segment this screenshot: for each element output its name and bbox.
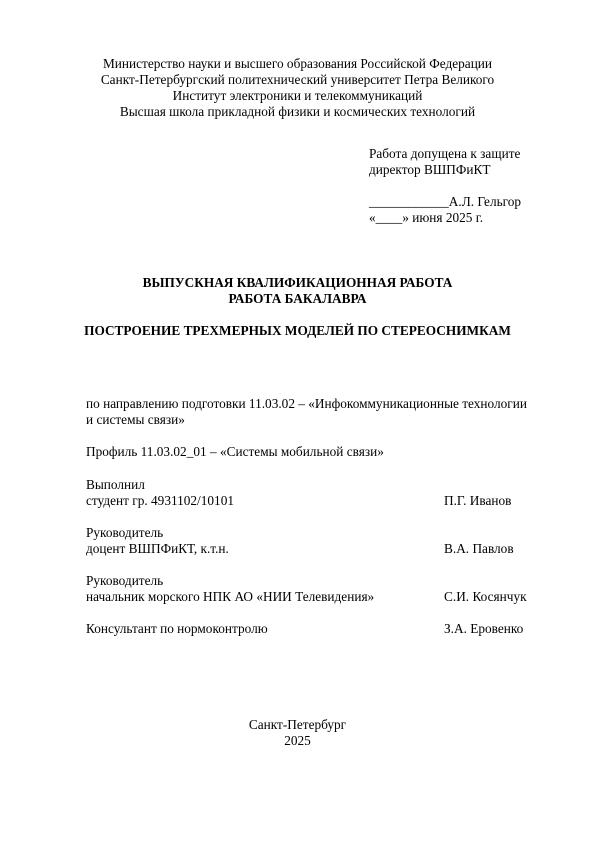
profile-line: Профиль 11.03.02_01 – «Системы мобильной связи» bbox=[86, 444, 384, 459]
norm-control-name: З.А. Еровенко bbox=[444, 621, 524, 636]
work-topic: ПОСТРОЕНИЕ ТРЕХМЕРНЫХ МОДЕЛЕЙ ПО СТЕРЕОСНИМКАМ bbox=[84, 323, 511, 338]
school-line: Высшая школа прикладной физики и космических технологий bbox=[119, 104, 476, 119]
norm-control-position: Консультант по нормоконтролю bbox=[86, 621, 268, 636]
supervisor-name: В.А. Павлов bbox=[444, 541, 514, 556]
approval-line-1: Работа допущена к защите bbox=[369, 146, 521, 161]
second-supervisor-name: С.И. Косянчук bbox=[444, 589, 527, 604]
approval-line-2: директор ВШПФиКТ bbox=[369, 162, 491, 177]
university-line: Санкт-Петербургский политехнический университет Петра Великого bbox=[100, 72, 495, 87]
direction-line-1: по направлению подготовки 11.03.02 – «Инфокоммуникационные технологии bbox=[86, 396, 527, 411]
institute-line: Институт электроники и телекоммуникаций bbox=[172, 88, 423, 103]
work-type: ВЫПУСКНАЯ КВАЛИФИКАЦИОННАЯ РАБОТА bbox=[142, 275, 453, 290]
ministry-line: Министерство науки и высшего образования Российской Федерации bbox=[102, 56, 493, 71]
student-name: П.Г. Иванов bbox=[444, 493, 512, 508]
second-supervisor-position: начальник морского НПК АО «НИИ Телевидения» bbox=[86, 589, 375, 604]
supervisor-position: доцент ВШПФиКТ, к.т.н. bbox=[86, 541, 229, 556]
second-supervisor-role: Руководитель bbox=[86, 573, 164, 588]
approval-date: «____» июня 2025 г. bbox=[369, 210, 484, 225]
student-role: Выполнил bbox=[86, 477, 145, 492]
city: Санкт-Петербург bbox=[248, 717, 347, 732]
student-position: студент гр. 4931102/10101 bbox=[86, 493, 234, 508]
direction-line-2: и системы связи» bbox=[86, 412, 185, 427]
supervisor-role: Руководитель bbox=[86, 525, 164, 540]
work-subtype: РАБОТА БАКАЛАВРА bbox=[228, 291, 367, 306]
year: 2025 bbox=[284, 733, 311, 748]
approval-signature: ____________А.Л. Гельгор bbox=[369, 194, 522, 209]
